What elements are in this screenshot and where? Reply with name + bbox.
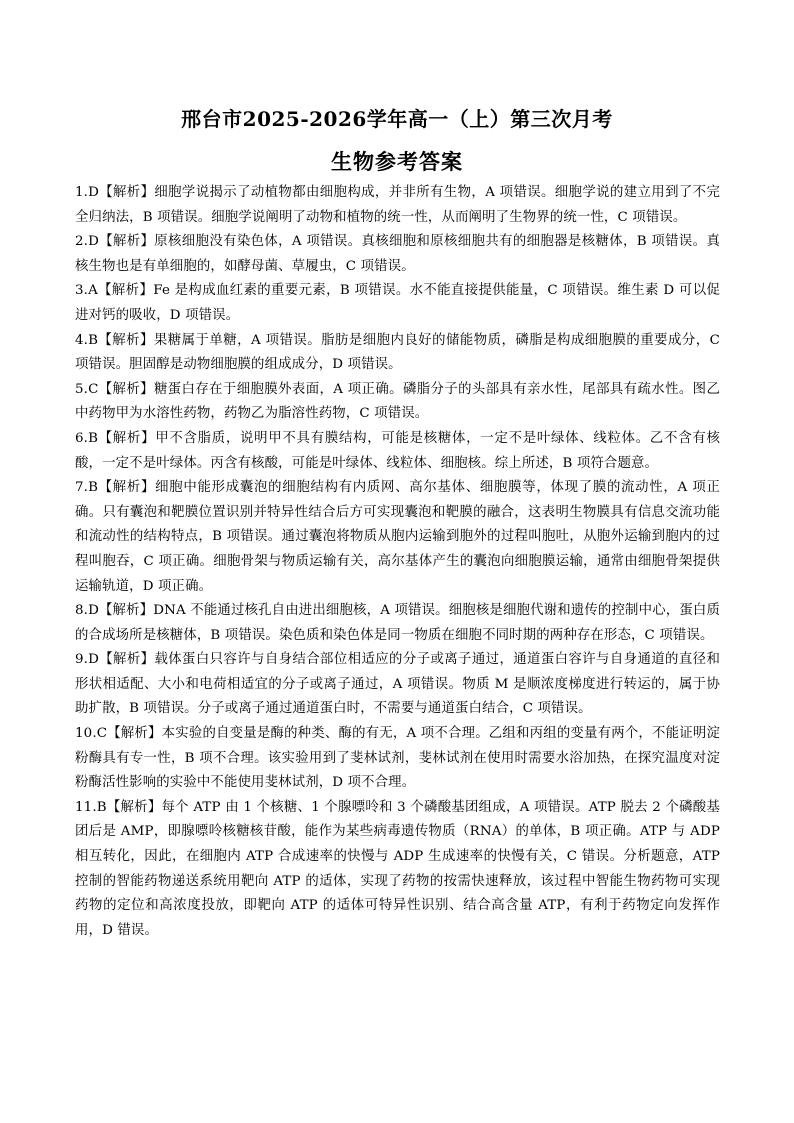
analysis-text: 果糖属于单糖，A 项错误。脂肪是细胞内良好的储能物质，磷脂是构成细胞膜的重要成分，C 项错误。胆固醇是动物细胞膜的组成成分，D 项错误。: [75, 332, 720, 373]
answer-item-11: [75, 796, 720, 944]
analysis-text: 每个 ATP 由 1 个核糖、1 个腺嘌呤和 3 个磷酸基团组成，A 项错误。ATP 脱去 2 个磷酸基团后是 AMP，即腺嘌呤核糖核苷酸，能作为某些病毒遗传物质（RNA）的单体，B 项正确。ATP 与 ADP 相互转化，因此，在细胞内 ATP 合成速率的快慢与 ADP 生成速率的快慢有关，C 错误。分析题意，ATP 控制的智能药物递送系统用靶向 ATP 的适体，实现了药物的按需快速释放，该过程中智能生物药物可实现药物的定位和高浓度投放，即靶向 ATP 的适体可特异性识别、结合高含量 ATP，有利于药物定向发挥作用，D 错误。: [75, 799, 720, 938]
answer-item-9: [75, 648, 720, 722]
analysis-text: Fe 是构成血红素的重要元素，B 项错误。水不能直接提供能量，C 项错误。维生素 D 可以促进对钙的吸收，D 项错误。: [75, 283, 721, 323]
answer-number: 2.D: [75, 234, 99, 250]
answer-number: 4.B: [75, 332, 99, 348]
answer-number: 6.B: [75, 430, 99, 446]
analysis-text: 甲不含脂质，说明甲不具有膜结构，可能是核糖体，一定不是叶绿体、线粒体。乙不含有核酸，一定不是叶绿体。丙含有核酸，可能是叶绿体、线粒体、细胞核。综上所述，B 项符合题意。: [75, 430, 720, 471]
exam-title: 邢台市2025-2026学年高一（上）第三次月考: [181, 107, 613, 131]
analysis-text: 载体蛋白只容许与自身结合部位相适应的分子或离子通过，通道蛋白容许与自身通道的直径和形状相适配、大小和电荷相适宜的分子或离子通过，A 项错误。物质 M 是顺浓度梯度进行转运的，属于协助扩散，B 项错误。分子或离子通过通道蛋白时，不需要与通道蛋白结合，C 项错误。: [75, 652, 720, 717]
analysis-tag: 【解析】: [98, 332, 154, 348]
answer-number: 8.D: [75, 603, 99, 619]
analysis-text: DNA 不能通过核孔自由进出细胞核，A 项错误。细胞核是细胞代谢和遗传的控制中心，蛋白质的合成场所是核糖体，B 项错误。染色质和染色体是同一物质在细胞不同时期的两种存在形态，C 项错误。: [75, 603, 720, 643]
answer-item-1: [75, 181, 720, 230]
analysis-tag: 【解析】: [98, 185, 155, 200]
analysis-tag: 【解析】: [98, 652, 155, 668]
analysis-text: 本实验的自变量是酶的种类、酶的有无，A 项不合理。乙组和丙组的变量有两个，不能证明淀粉酶具有专一性，B 项不合理。该实验用到了斐林试剂，斐林试剂在使用时需要水浴加热，在探究温度对淀粉酶活性影响的实验中不能使用斐林试剂，D 项不合理。: [75, 726, 720, 791]
answer-item-2: [75, 230, 720, 279]
answer-number: 9.D: [75, 652, 99, 668]
analysis-tag: 【解析】: [107, 726, 162, 742]
answer-number: 7.B: [75, 480, 99, 496]
analysis-tag: 【解析】: [98, 381, 154, 397]
answer-item-6: [75, 427, 720, 476]
analysis-tag: 【解析】: [106, 799, 162, 815]
analysis-tag: 【解析】: [98, 234, 155, 250]
answer-item-4: [75, 329, 720, 378]
answer-list: [75, 181, 720, 943]
analysis-text: 原核细胞没有染色体，A 项错误。真核细胞和原核细胞共有的细胞器是核糖体，B 项错误。真核生物也是有单细胞的，如酵母菌、草履虫，C 项错误。: [75, 234, 720, 274]
analysis-tag: 【解析】: [98, 480, 156, 496]
answer-number: 3.A: [75, 283, 98, 299]
answer-number: 10.C: [75, 726, 108, 742]
analysis-tag: 【解析】: [97, 283, 154, 299]
answer-item-8: [75, 599, 720, 648]
answer-number: 11.B: [75, 799, 107, 815]
analysis-tag: 【解析】: [98, 603, 154, 619]
answer-number: 5.C: [75, 381, 99, 397]
analysis-tag: 【解析】: [98, 430, 156, 446]
answer-item-5: [75, 378, 720, 427]
answer-key-subtitle: 生物参考答案: [331, 149, 463, 174]
analysis-text: 细胞学说揭示了动植物都由细胞构成，并非所有生物，A 项错误。细胞学说的建立用到了不完全归纳法，B 项错误。细胞学说阐明了动物和植物的统一性，从而阐明了生物界的统一性，C 项错误。: [75, 185, 720, 225]
answer-item-3: [75, 279, 720, 328]
analysis-text: 糖蛋白存在于细胞膜外表面，A 项正确。磷脂分子的头部具有亲水性，尾部具有疏水性。图乙中药物甲为水溶性药物，药物乙为脂溶性药物，C 项错误。: [75, 381, 720, 422]
answer-item-10: [75, 722, 720, 796]
answer-item-7: [75, 476, 720, 599]
analysis-text: 细胞中能形成囊泡的细胞结构有内质网、高尔基体、细胞膜等，体现了膜的流动性，A 项正确。只有囊泡和靶膜位置识别并特异性结合后方可实现囊泡和靶膜的融合，这表明生物膜具有信息交流功能和流动性的结构特点，B 项错误。通过囊泡将物质从胞内运输到胞外的过程叫胞吐，从胞外运输到胞内的过程叫胞吞，C 项正确。细胞骨架与物质运输有关，高尔基体产生的囊泡向细胞膜运输，通常由细胞骨架提供运输轨道，D 项正确。: [75, 480, 720, 594]
answer-number: 1.D: [75, 185, 99, 200]
